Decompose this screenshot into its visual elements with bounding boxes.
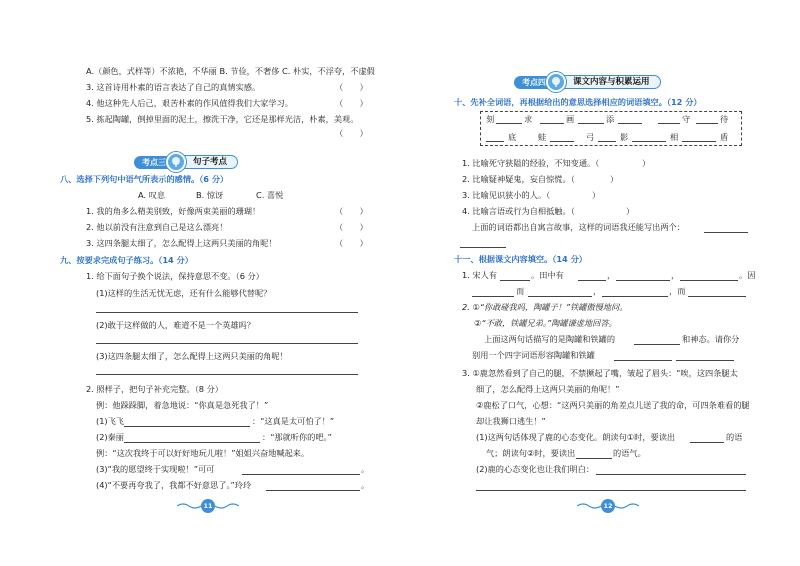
close-paren: ） xyxy=(642,158,651,168)
example-line: 例：他跺跺脚，着急地说：“你真是急死我了！” xyxy=(96,400,269,410)
word-char: 求 xyxy=(524,114,533,124)
answer-line[interactable] xyxy=(696,123,718,124)
sec11-q3-line3: ②鹿松了口气，心想：“这两只美丽的角差点儿送了我的命，可四条难看的腿 xyxy=(476,400,750,410)
answer-line[interactable] xyxy=(476,490,746,491)
section-badge xyxy=(134,154,238,170)
answer-line[interactable] xyxy=(688,296,746,297)
answer-paren[interactable]: （ ） xyxy=(335,82,368,92)
sec11-q2-line1: 2. ①“你敢碰我吗，陶罐子！”铁罐傲慢地问。 xyxy=(462,302,628,312)
sec11-q1-part: ， xyxy=(607,270,616,280)
answer-line[interactable] xyxy=(472,296,514,297)
tree-icon xyxy=(546,72,566,92)
answer-line[interactable] xyxy=(578,123,604,124)
answer-line[interactable] xyxy=(634,344,680,345)
badge-label: 考点三 xyxy=(134,156,172,169)
word-char: 守 xyxy=(682,114,691,124)
fill-item-tail: 。 xyxy=(361,480,370,490)
fill-item-tail: ：“这真是太可怕了！” xyxy=(252,416,335,426)
answer-paren[interactable]: （ ） xyxy=(335,98,368,108)
sec11-q1-part: 。田中有 xyxy=(531,270,564,280)
sec11-q3-line5: (1)这两句话体现了鹿的心态变化。朗读句①时，要读出 xyxy=(476,432,676,442)
sec10-question-2: 2. 比喻疑神疑鬼，妄自惊慌。（ xyxy=(462,174,575,184)
word-char: 待 xyxy=(720,114,729,124)
answer-line[interactable] xyxy=(124,442,260,443)
page-number xyxy=(173,499,243,513)
question-4: 4. 他这种先人后己，艰苦朴素的作风值得我们大家学习。 xyxy=(86,98,293,108)
answer-line[interactable] xyxy=(690,442,724,443)
answer-line[interactable] xyxy=(96,312,358,313)
answer-paren[interactable]: （ ） xyxy=(335,238,368,248)
sec10-question-4: 4. 比喻言语或行为自相抵触。（ xyxy=(462,206,575,216)
question-3: 3. 这首诗用朴素的语言表达了自己的真情实感。 xyxy=(86,82,261,92)
answer-line[interactable] xyxy=(632,141,666,142)
word-char: 相 xyxy=(670,132,679,142)
answer-line[interactable] xyxy=(578,280,606,281)
section-8-title: 八、选择下列句中语气所表示的感情。（6 分） xyxy=(60,174,229,184)
sec11-q1-part: 。因 xyxy=(739,270,756,280)
sec9-q1: 1. 给下面句子换个说法，保持意思不变。（6 分） xyxy=(86,271,264,281)
sec9-q1-item: (3)这四条腿太细了，怎么配得上这两只美丽的角呢！ xyxy=(96,351,288,361)
fill-item: (4)“不要再夸我了，我都不好意思了。”玲玲 xyxy=(96,480,252,490)
sec9-q2: 2. 照样子，把句子补充完整。（8 分） xyxy=(86,384,223,394)
fill-item: (3)“我的愿望终于实现啦！”可可 xyxy=(96,464,215,474)
example-line: 例：“这次我终于可以好好地玩儿啦！”姐姐兴奋地喊起来。 xyxy=(96,448,310,458)
answer-line[interactable] xyxy=(598,141,616,142)
answer-line[interactable] xyxy=(614,360,672,361)
sec10-tail: 上面的词语都出自寓言故事，这样的词语我还能写出两个： xyxy=(472,222,685,232)
fill-item: (2)秦丽 xyxy=(96,432,124,442)
ornament-icon xyxy=(177,502,201,510)
answer-line[interactable] xyxy=(528,296,592,297)
answer-line[interactable] xyxy=(602,296,668,297)
answer-line[interactable] xyxy=(124,426,250,427)
sec8-question-2: 2. 他以前没有注意到自己是这么漂亮！ xyxy=(86,222,228,232)
sec11-q3-line7: (2)鹿的心态变化也让我们明白： xyxy=(476,464,595,474)
sec11-q1-part: ， xyxy=(593,286,602,296)
word-char: 刻 xyxy=(486,114,495,124)
sec11-q2-line2: ②“不敢，铁罐兄弟。”陶罐谦虚地回答。 xyxy=(474,318,617,328)
answer-line[interactable] xyxy=(496,123,522,124)
section-9-title: 九、按要求完成句子练习。（14 分） xyxy=(60,255,193,265)
word-char: 影 xyxy=(620,132,629,142)
answer-line[interactable] xyxy=(658,123,680,124)
answer-line[interactable] xyxy=(486,141,504,142)
answer-line[interactable] xyxy=(460,247,506,248)
ornament-icon xyxy=(215,502,239,510)
option-b: B. 惊讶 xyxy=(196,190,224,200)
sec10-question-1: 1. 比喻死守狭隘的经验，不知变通。（ xyxy=(462,158,600,168)
tree-icon xyxy=(166,152,186,172)
answer-line[interactable] xyxy=(242,474,360,475)
sec8-question-1: 1. 我的角多么精美别致，好像两束美丽的珊瑚！ xyxy=(86,206,261,216)
badge-title: 句子考点 xyxy=(180,155,238,169)
sec10-question-3: 3. 比喻见识狭小的人。（ xyxy=(462,190,551,200)
answer-line[interactable] xyxy=(96,343,358,344)
answer-line[interactable] xyxy=(550,141,574,142)
answer-line[interactable] xyxy=(682,141,716,142)
sec11-q2-line4: 别用一个四字词语形容陶罐和铁罐 xyxy=(472,350,595,360)
sec11-q3-line1: 3. ①鹿忽然看到了自己的腿，不禁撅起了嘴，皱起了眉头：“唉，这四条腿太 xyxy=(462,368,738,378)
word-char: 蛙 xyxy=(538,132,547,142)
section-11-title: 十一、根据课文内容填空。（14 分） xyxy=(454,254,587,264)
page-number-badge: 11 xyxy=(201,499,215,513)
answer-line[interactable] xyxy=(96,374,358,375)
section-10-title: 十、先补全词语，再根据给出的意思选择相应的词语填空。（12 分） xyxy=(454,97,702,107)
answer-line[interactable] xyxy=(596,474,746,475)
badge-label: 考点四 xyxy=(514,76,552,89)
close-paren: ） xyxy=(610,174,619,184)
answer-line[interactable] xyxy=(680,280,738,281)
word-char: 底 xyxy=(508,132,517,142)
sec11-q2-line3b: 和神态。请你分 xyxy=(682,334,740,344)
fill-item-tail: 。 xyxy=(361,464,370,474)
sec11-q3-line6b: 的语气。 xyxy=(613,448,646,458)
answer-line[interactable] xyxy=(540,123,564,124)
badge-title: 课文内容与积累运用 xyxy=(560,75,661,89)
sec11-q3-line2: 细了，怎么配得上这两只美丽的角呢！” xyxy=(476,384,620,394)
sec9-q1-item: (1)这样的生活无忧无虑，还有什么能够代替呢？ xyxy=(96,288,272,298)
question-5: 5. 拣起陶罐，倒掉里面的泥土，擦洗干净，它还是那样光洁，朴素，美观。 xyxy=(86,114,359,124)
answer-line[interactable] xyxy=(704,232,748,233)
option-line: A.（颜色，式样等）不浓艳，不华丽 B. 节俭，不奢侈 C. 朴实，不浮夸，不虚假 xyxy=(86,66,375,76)
ornament-icon xyxy=(577,502,601,510)
fill-item: (1)飞飞 xyxy=(96,416,124,426)
word-char: 添 xyxy=(606,114,615,124)
answer-paren[interactable]: （ ） xyxy=(335,206,368,216)
page-number xyxy=(573,499,643,513)
word-char: 盾 xyxy=(720,132,729,142)
answer-line[interactable] xyxy=(576,458,612,459)
page-number-badge: 12 xyxy=(601,499,615,513)
sec11-q1-part: ，而 xyxy=(669,286,686,296)
sec9-q1-item: (2)敢于这样做的人，难道不是一个英雄吗？ xyxy=(96,320,255,330)
sec8-question-3: 3. 这四条腿太细了，怎么配得上这两只美丽的角呢！ xyxy=(86,238,277,248)
ornament-icon xyxy=(615,502,639,510)
word-char: 画 xyxy=(566,114,575,124)
sec11-q1: 1. 宋人有 xyxy=(462,270,497,280)
answer-paren[interactable]: （ ） xyxy=(335,222,368,232)
right-page xyxy=(400,0,800,566)
section-badge xyxy=(514,74,661,90)
close-paren: ） xyxy=(626,206,635,216)
sec11-q3-line4: 却让我狮口逃生！” xyxy=(476,416,546,426)
answer-paren[interactable]: （ ） xyxy=(335,128,368,138)
fill-item-tail: ：“那就听你的吧。” xyxy=(262,432,332,442)
answer-line[interactable] xyxy=(266,490,360,491)
option-c: C. 喜悦 xyxy=(256,190,284,200)
sec11-q2-line3: 上面这两句话描写的是陶罐和铁罐的 xyxy=(484,334,616,344)
answer-line[interactable] xyxy=(676,360,734,361)
answer-line[interactable] xyxy=(618,123,642,124)
sec11-q1-part: ， xyxy=(671,270,680,280)
word-char: 弓 xyxy=(586,132,595,142)
sec11-q3-line6: 气；朗读句②时，要读出 xyxy=(486,448,576,458)
answer-line[interactable] xyxy=(500,280,530,281)
sec11-q3-line5b: 的语 xyxy=(726,432,743,442)
answer-line[interactable] xyxy=(616,280,670,281)
close-paren: ） xyxy=(592,190,601,200)
option-a: A. 叹息 xyxy=(138,190,166,200)
sec11-q1-part: 而 xyxy=(516,286,525,296)
